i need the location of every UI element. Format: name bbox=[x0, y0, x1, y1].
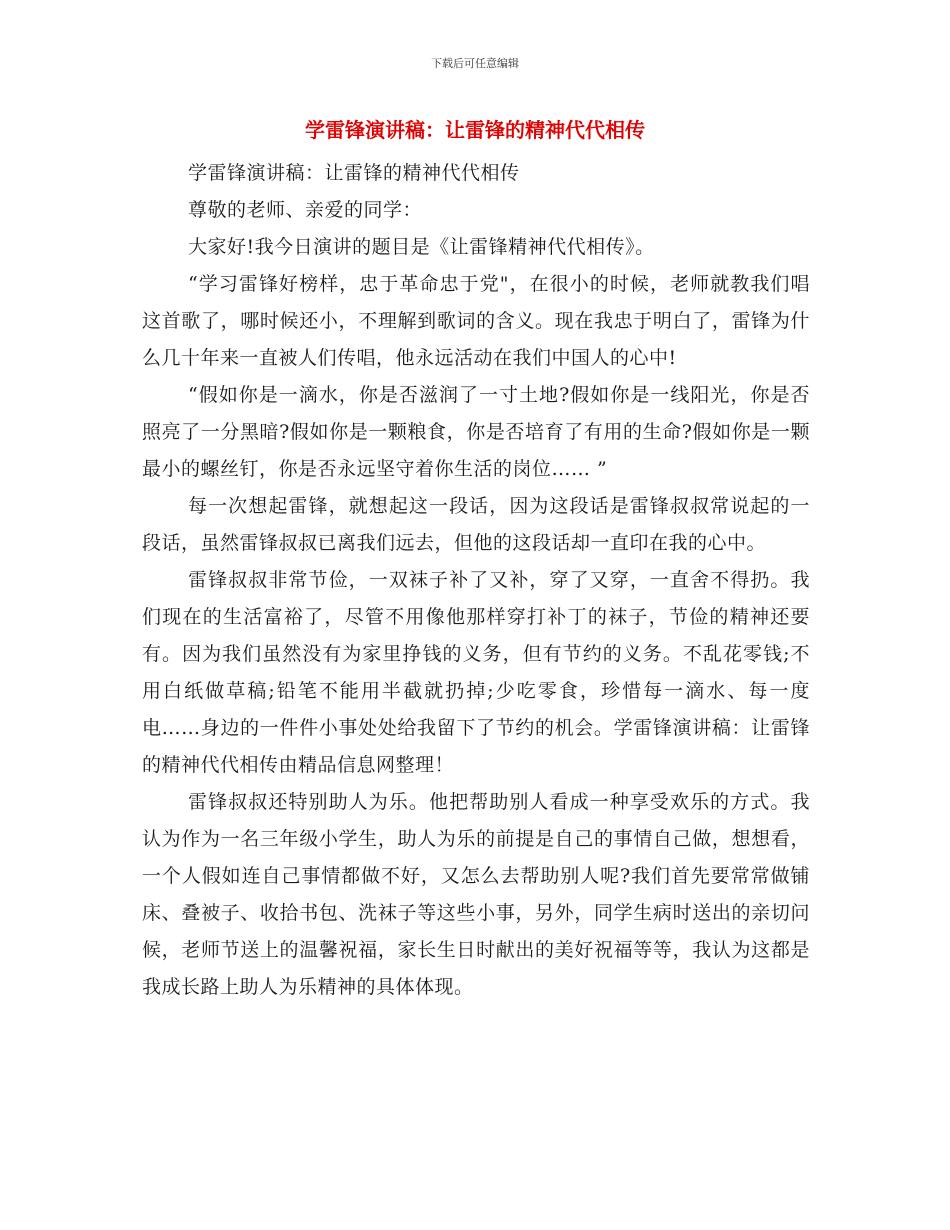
page-header-note: 下载后可任意编辑 bbox=[431, 57, 519, 70]
paragraph-helping-others: 雷锋叔叔还特别助人为乐。他把帮助别人看成一种享受欢乐的方式。我认为作为一名三年级小学生，助人为乐的前提是自己的事情自己做，想想看，一个人假如连自己事情都做不好，又怎么去帮助别人呢?我们首先要常常做铺床、叠被子、收拾书包、洗袜子等这些小事，另外，同学生病时送出的亲切问候，老师节送上的温馨祝福，家长生日时献出的美好祝福等等，我认为这都是我成长路上助人为乐精神的具体体现。 bbox=[142, 791, 810, 998]
paragraph-greeting: 大家好!我今日演讲的题目是《让雷锋精神代代相传》。 bbox=[188, 236, 655, 258]
paragraph-thrift: 雷锋叔叔非常节俭，一双袜子补了又补，穿了又穿，一直舍不得扔。我们现在的生活富裕了，尽管不用像他那样穿打补丁的袜子，节俭的精神还要有。因为我们虽然没有为家里挣钱的义务，但有节约的义务。不乱花零钱;不用白纸做草稿;铅笔不能用半截就扔掉;少吃零食，珍惜每一滴水、每一度电……身边的一件件小事处处给我留下了节约的机会。学雷锋演讲稿：让雷锋的精神代代相传由精品信息网整理！ bbox=[142, 569, 810, 776]
paragraph-repeat-title: 学雷锋演讲稿：让雷锋的精神代代相传 bbox=[188, 162, 520, 184]
paragraph-song: “学习雷锋好榜样，忠于革命忠于党"，在很小的时候，老师就教我们唱这首歌了，哪时候还小，不理解到歌词的含义。现在我忠于明白了，雷锋为什么几十年来一直被人们传唱，他永远活动在我们中国人的心中! bbox=[142, 273, 810, 369]
document-title: 学雷锋演讲稿：让雷锋的精神代代相传 bbox=[305, 118, 645, 142]
paragraph-salutation: 尊敬的老师、亲爱的同学： bbox=[188, 199, 423, 221]
document-body bbox=[142, 155, 810, 1006]
paragraph-quote: “假如你是一滴水，你是否滋润了一寸土地?假如你是一线阳光，你是否照亮了一分黑暗?假如你是一颗粮食，你是否培育了有用的生命?假如你是一颗最小的螺丝钉，你是否永远坚守着你生活的岗位…… ” bbox=[142, 384, 810, 480]
paragraph-remembrance: 每一次想起雷锋，就想起这一段话，因为这段话是雷锋叔叔常说起的一段话，虽然雷锋叔叔已离我们远去，但他的这段话却一直印在我的心中。 bbox=[142, 495, 810, 554]
